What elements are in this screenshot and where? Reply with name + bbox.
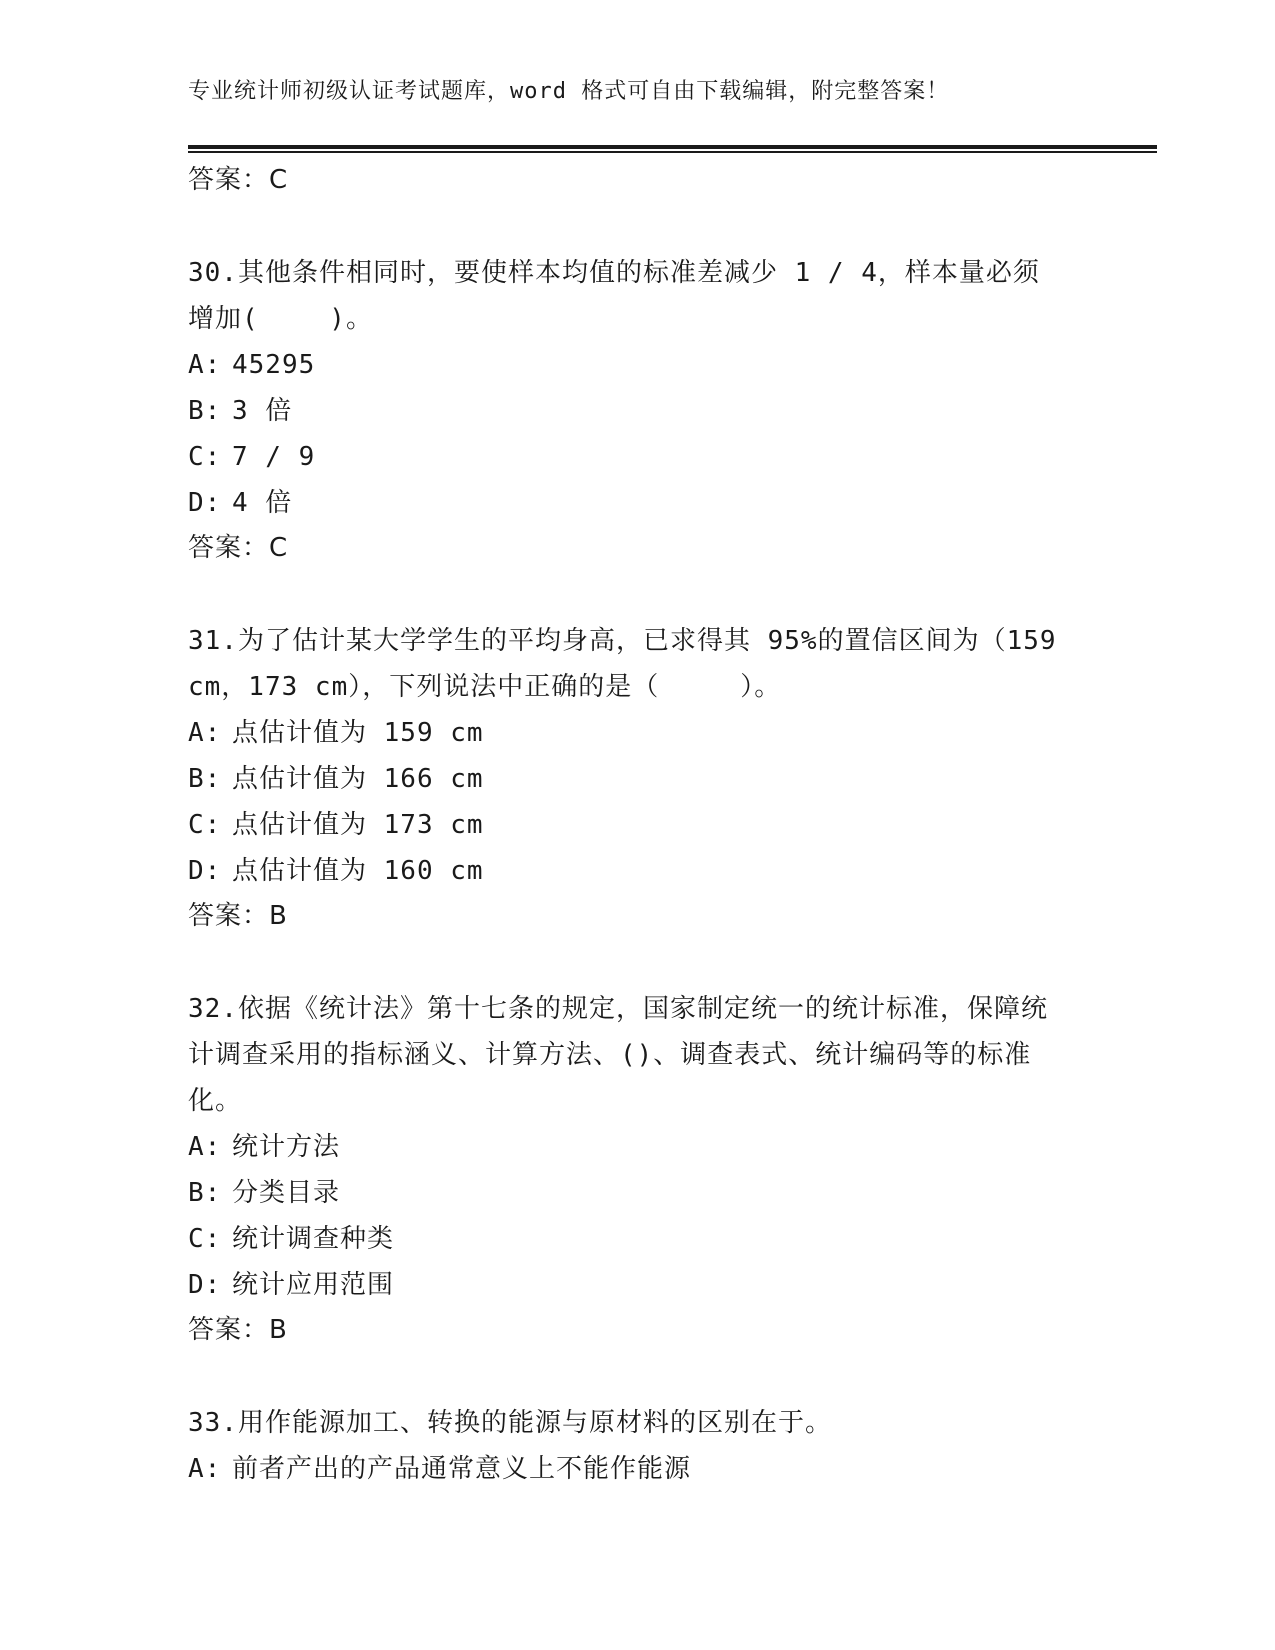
previous-answer: 答案：C xyxy=(188,165,289,195)
question-block xyxy=(188,250,1088,570)
option-text: 7 / 9 xyxy=(232,442,316,472)
option-label: B: xyxy=(188,396,222,426)
option-text: 3 倍 xyxy=(232,396,293,426)
option-c xyxy=(188,802,1088,848)
option-text: 4 倍 xyxy=(232,488,293,518)
option-label: D: xyxy=(188,488,222,518)
option-d xyxy=(188,480,1088,526)
option-b xyxy=(188,756,1088,802)
option-a xyxy=(188,1446,1088,1492)
question-text: 30.其他条件相同时，要使样本均值的标准差减少 1 / 4，样本量必须增加( )。 xyxy=(188,258,1040,334)
option-label: A: xyxy=(188,350,222,380)
option-text: 统计应用范围 xyxy=(232,1270,395,1300)
option-label: A: xyxy=(188,1132,222,1162)
question-text: 33.用作能源加工、转换的能源与原材料的区别在于。 xyxy=(188,1408,832,1438)
question-list xyxy=(188,158,1088,1492)
option-c xyxy=(188,434,1088,480)
option-label: D: xyxy=(188,1270,222,1300)
page-header: 专业统计师初级认证考试题库，word 格式可自由下载编辑，附完整答案！ xyxy=(188,79,950,104)
option-text: 点估计值为 166 cm xyxy=(232,764,484,794)
option-a xyxy=(188,342,1088,388)
option-text: 点估计值为 173 cm xyxy=(232,810,484,840)
option-label: B: xyxy=(188,1178,222,1208)
option-label: C: xyxy=(188,442,222,472)
option-d xyxy=(188,848,1088,894)
option-c xyxy=(188,1216,1088,1262)
answer: 答案：C xyxy=(188,533,289,563)
question-text: 32.依据《统计法》第十七条的规定，国家制定统一的统计标准，保障统计调查采用的指标涵义、计算方法、()、调查表式、统计编码等的标准化。 xyxy=(188,994,1048,1116)
spacer xyxy=(188,938,1088,986)
option-label: A: xyxy=(188,1454,222,1484)
option-label: A: xyxy=(188,718,222,748)
header-divider-thick xyxy=(188,145,1157,149)
option-text: 分类目录 xyxy=(232,1178,341,1208)
option-b xyxy=(188,1170,1088,1216)
spacer xyxy=(188,1352,1088,1400)
option-a xyxy=(188,710,1088,756)
answer: 答案：B xyxy=(188,1315,288,1345)
option-label: B: xyxy=(188,764,222,794)
option-text: 点估计值为 160 cm xyxy=(232,856,484,886)
option-label: D: xyxy=(188,856,222,886)
option-b xyxy=(188,388,1088,434)
option-text: 统计方法 xyxy=(232,1132,341,1162)
spacer xyxy=(188,202,1088,250)
question-block xyxy=(188,1400,1088,1492)
answer: 答案：B xyxy=(188,901,288,931)
option-d xyxy=(188,1262,1088,1308)
option-label: C: xyxy=(188,1224,222,1254)
spacer xyxy=(188,570,1088,618)
option-text: 45295 xyxy=(232,350,316,380)
question-text: 31.为了估计某大学学生的平均身高，已求得其 95%的置信区间为（159 cm，173 cm），下列说法中正确的是（ ）。 xyxy=(188,626,1074,702)
header-divider-thin xyxy=(188,151,1157,153)
option-text: 前者产出的产品通常意义上不能作能源 xyxy=(232,1454,692,1484)
question-block xyxy=(188,618,1088,938)
option-label: C: xyxy=(188,810,222,840)
option-text: 统计调查种类 xyxy=(232,1224,395,1254)
option-text: 点估计值为 159 cm xyxy=(232,718,484,748)
question-block xyxy=(188,986,1088,1352)
option-a xyxy=(188,1124,1088,1170)
